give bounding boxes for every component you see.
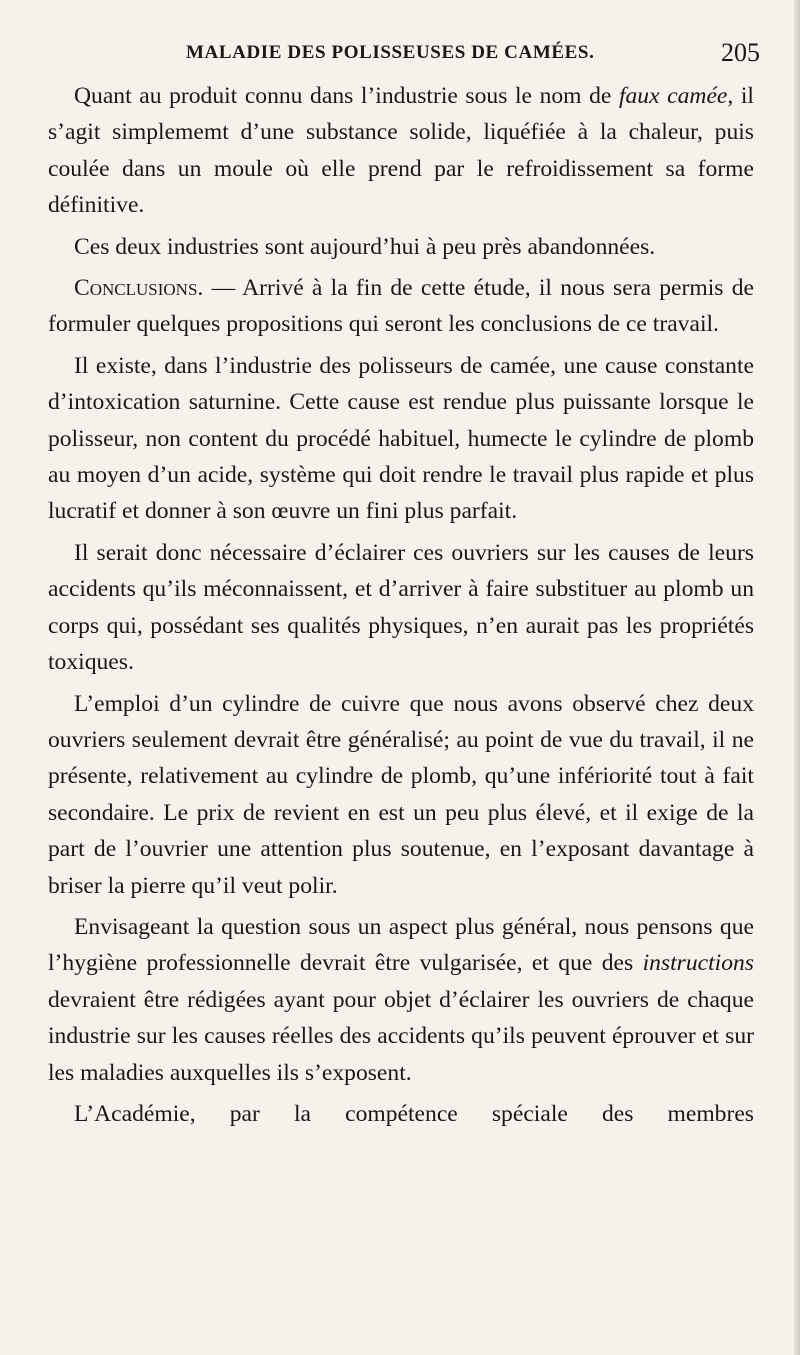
paragraph-industries-abandoned — [48, 229, 754, 265]
paragraph-intoxication-cause — [48, 348, 754, 530]
running-title: MALADIE DES POLISSEUSES DE CAMÉES. — [186, 42, 595, 63]
body-text — [48, 78, 754, 1132]
paragraph-professional-hygiene — [48, 909, 754, 1091]
paragraph-faux-camee — [48, 78, 754, 224]
paragraph-text: — Arrivé à la fin de cette étude, il nous sera permis de formuler quelques propositions qui seront les conclusions de ce travail. — [48, 275, 754, 338]
paragraph-text: Quant au produit connu dans l’industrie sous le nom de — [74, 83, 619, 109]
page-number: 205 — [721, 38, 760, 67]
paragraph-enlighten-workers — [48, 535, 754, 681]
italic-term: instructions — [642, 950, 754, 977]
paragraph-text: Envisageant la question sous un aspect plus général, nous pensons que l’hygiène professionnelle devrait être vulgarisée, et que des — [48, 913, 754, 977]
italic-term: faux camée — [618, 83, 728, 109]
paragraph-text: L’Académie, par la compétence spéciale des membres — [74, 1100, 754, 1127]
paragraph-text: Ces deux industries sont aujourd’hui à peu près abandonnées. — [74, 233, 656, 260]
paragraph-text: L’emploi d’un cylindre de cuivre que nous avons observé chez deux ouvriers seulement devrait être généralisé; au point de vue du travail, il ne présente, relativement au cylindre de plomb, qu’une infériorité tout à fait secondaire. Le prix de revient en est un peu plus élevé, et il exige de la part de l’ouvrier une attention plus soutenue, en l’exposant davantage à briser la pierre qu’il veut polir. — [48, 690, 754, 899]
paragraph-text: Il existe, dans l’industrie des polisseurs de camée, une cause constante d’intoxication saturnine. Cette cause est rendue plus puissante lorsque le polisseur, non content du procédé habituel, humecte le cylindre de plomb au moyen d’un acide, système qui doit rendre le travail plus rapide et plus lucratif et donner à son œuvre un fini plus parfait. — [48, 352, 754, 525]
section-lead-in: Conclusions. — [74, 275, 204, 302]
paragraph-text: , il s’agit simplememt d’une substance solide, liquéfiée à la chaleur, puis coulée dans un moule où elle prend par le refroidissement sa forme définitive. — [48, 83, 754, 219]
paragraph-text: Il serait donc nécessaire d’éclairer ces ouvriers sur les causes de leurs accidents qu’ils méconnaissent, et d’arriver à faire substituer au plomb un corps qui, possédant ses qualités physiques, n’en aurait pas les propriétés toxiques. — [48, 539, 754, 676]
paragraph-conclusions — [48, 270, 754, 343]
running-head — [48, 38, 760, 74]
paragraph-text: devraient être rédigées ayant pour objet d’éclairer les ouvriers de chaque industrie sur les causes réelles des accidents qu’ils peuvent éprouver et sur les maladies auxquelles ils s’exposent. — [48, 986, 754, 1086]
page-edge-shadow — [794, 0, 800, 1355]
paragraph-copper-cylinder — [48, 686, 754, 904]
paragraph-academie — [48, 1096, 754, 1132]
